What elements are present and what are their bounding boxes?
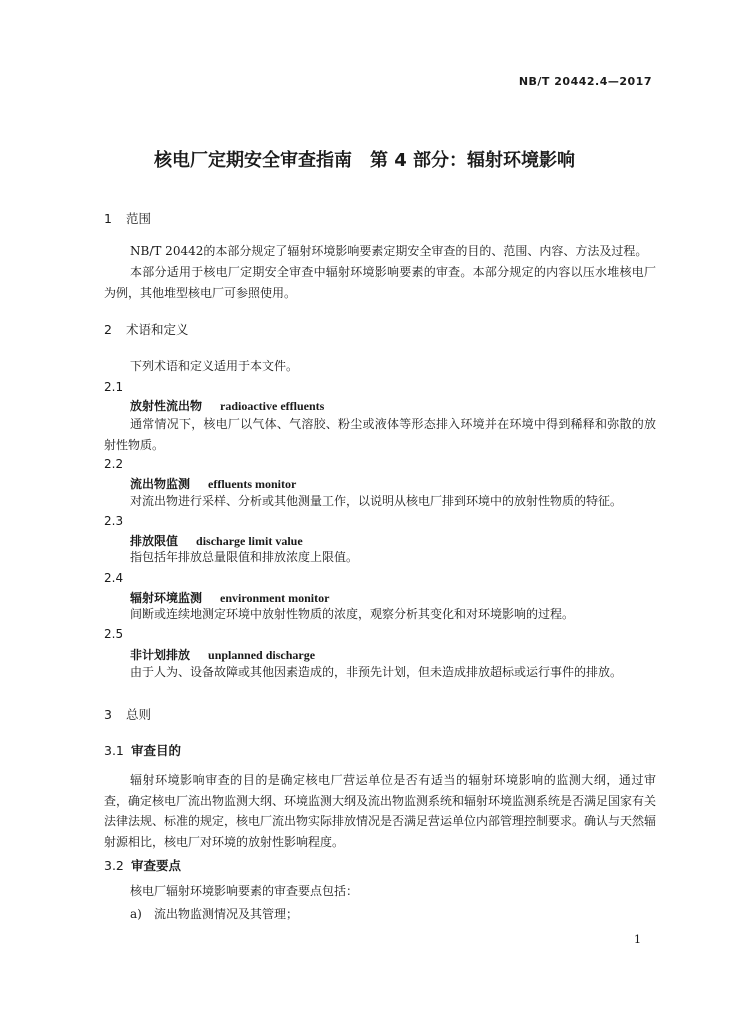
term-definition: 通常情况下，核电厂以气体、气溶胶、粉尘或液体等形态排入环境并在环境中得到稀释和弥散的放射性物质。 <box>104 417 656 452</box>
term-number: 2.3 <box>104 514 124 528</box>
section-2-heading <box>104 320 189 338</box>
section-number: 3 <box>104 707 112 722</box>
term-en: effluents monitor <box>208 477 297 491</box>
review-purpose-paragraph: 辐射环境影响审查的目的是确定核电厂营运单位是否有适当的辐射环境影响的监测大纲，通过审查，确定核电厂流出物监测大纲、环境监测大纲及流出物监测系统和辐射环境监测系统是否满足国家有关法律法规、标准的规定，核电厂流出物实际排放情况是否满足营运单位内部管理控制要求。确认与天然辐射源相比，核电厂对环境的放射性影响程度。 <box>104 773 657 849</box>
section-title: 术语和定义 <box>126 322 189 337</box>
list-text: 流出物监测情况及其管理； <box>154 907 299 921</box>
scope-paragraph-1: NB/T 20442的本部分规定了辐射环境影响要素定期安全审查的目的、范围、内容、方法及过程。 <box>130 244 648 258</box>
section-title: 范围 <box>126 211 152 226</box>
subsection-3-1-heading <box>104 741 181 759</box>
term-heading <box>130 646 315 663</box>
terms-intro: 下列术语和定义适用于本文件。 <box>130 359 299 373</box>
section-number: 2 <box>104 322 112 337</box>
term-zh: 流出物监测 <box>130 477 191 491</box>
subsection-title: 审查目的 <box>131 743 182 758</box>
section-number: 1 <box>104 211 112 226</box>
section-title: 总则 <box>126 707 152 722</box>
term-number: 2.1 <box>104 380 124 394</box>
term-definition: 间断或连续地测定环境中放射性物质的浓度，观察分析其变化和对环境影响的过程。 <box>130 607 575 621</box>
list-item <box>130 905 298 922</box>
term-number: 2.2 <box>104 457 124 471</box>
standard-code: NB/T 20442.4—2017 <box>518 75 652 88</box>
term-zh: 放射性流出物 <box>130 399 203 413</box>
term-en: discharge limit value <box>196 534 303 548</box>
list-marker: a) <box>130 907 142 921</box>
term-definition: 指包括年排放总量限值和排放浓度上限值。 <box>130 550 359 564</box>
term-en: radioactive effluents <box>220 399 325 413</box>
document-title: 核电厂定期安全审查指南 第 4 部分：辐射环境影响 <box>153 150 576 171</box>
term-en: unplanned discharge <box>208 648 316 662</box>
section-1-heading <box>104 209 151 227</box>
subsection-number: 3.1 <box>104 743 124 758</box>
subsection-number: 3.2 <box>104 858 124 873</box>
term-definition: 对流出物进行采样、分析或其他测量工作，以说明从核电厂排到环境中的放射性物质的特征。 <box>130 494 623 508</box>
term-zh: 排放限值 <box>130 534 179 548</box>
page-number: 1 <box>634 933 641 946</box>
subsection-3-2-heading <box>104 856 181 874</box>
term-en: environment monitor <box>220 591 330 605</box>
review-points-intro: 核电厂辐射环境影响要素的审查要点包括： <box>130 884 359 898</box>
term-zh: 辐射环境监测 <box>130 591 203 605</box>
term-number: 2.4 <box>104 571 124 585</box>
term-definition: 由于人为、设备故障或其他因素造成的，非预先计划，但未造成排放超标或运行事件的排放。 <box>130 665 623 679</box>
term-zh: 非计划排放 <box>130 648 191 662</box>
section-3-heading <box>104 705 151 723</box>
subsection-title: 审查要点 <box>131 858 182 873</box>
scope-paragraph-2: 本部分适用于核电厂定期安全审查中辐射环境影响要素的审查。本部分规定的内容以压水堆核电厂为例，其他堆型核电厂可参照使用。 <box>104 265 656 300</box>
term-heading <box>130 397 324 414</box>
term-heading <box>130 475 296 492</box>
term-number: 2.5 <box>104 627 124 641</box>
